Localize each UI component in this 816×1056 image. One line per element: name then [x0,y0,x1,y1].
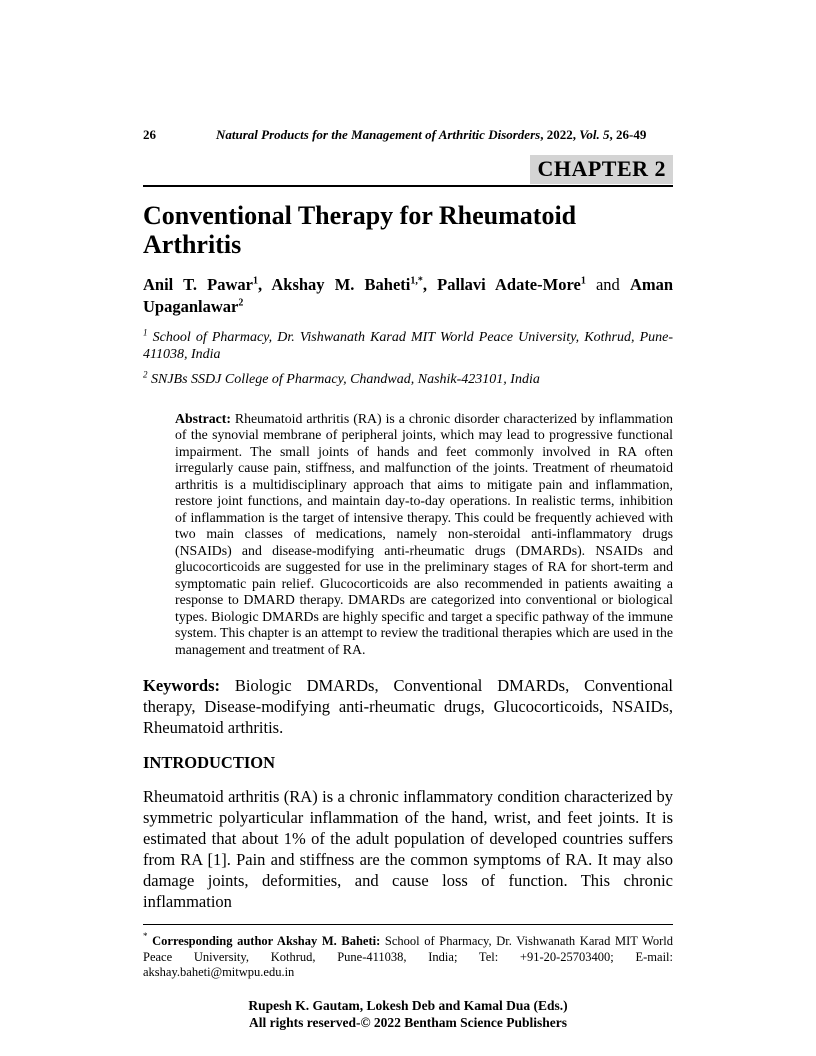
running-title: Natural Products for the Management of Arthritic Disorders, 2022, Vol. 5, 26-49 [216,127,647,142]
footnote-rule [143,924,673,925]
introduction-heading: INTRODUCTION [143,753,276,773]
affiliation-2-marker: 2 [143,368,148,379]
affiliation-1-marker: 1 [143,327,148,338]
chapter-row [143,155,673,184]
abstract [175,411,673,659]
author-3: Pallavi Adate-More$^1$ and [437,275,630,295]
author-1: Anil T. Pawar$^1$, [143,275,272,295]
affiliation-1: $^1$ School of Pharmacy, Dr. Vishwanath Karad MIT World Peace University, Kothrud, Pune-411038, India [143,327,673,363]
affiliation-2: $^2$ SNJBs SSDJ College of Pharmacy, Chandwad, Nashik-423101, India [143,368,540,387]
footnote-text: School of Pharmacy, Dr. Vishwanath Karad MIT World Peace University, Kothrud, Pune-411038, India; Tel: +91-20-25703400; E-mail: akshay.baheti@mitwpu.edu.in [143,933,673,980]
abstract-label: Abstract: [175,410,231,426]
page-number: 26 [143,127,156,142]
keywords-label: Keywords: [143,676,220,696]
keywords-text: Biologic DMARDs, Conventional DMARDs, Conventional therapy, Disease-modifying anti-rheumatic drugs, Glucocorticoids, NSAIDs, Rheumatoid arthritis. [143,676,673,738]
keywords [143,675,673,738]
footnote-label: Corresponding author Akshay M. Baheti: [147,933,381,948]
author-2-affil-marker: 1,* [410,275,423,287]
abstract-text: Rheumatoid arthritis (RA) is a chronic disorder characterized by inflammation of the synovial membrane of peripheral joints, which may lead to progressive functional impairment. The small joints of hands and feet commonly involved in RA often irregularly cause pain, stiffness, and malfunction of the joints. Treatment of rheumatoid arthritis is a multidisciplinary approach that aims to mitigate pain and inflammation, restore joint functions, and maintain day-to-day operations. In realistic terms, inhibition of inflammation is the target of intensive therapy. This could be frequently achieved with two main classes of medications, namely non-steroidal anti-inflammatory drugs (NSAIDs) and disease-modifying anti-rheumatic drugs (DMARDs). NSAIDs and glucocorticoids are suggested for use in the preliminary stages of RA for short-term and symptomatic pain relief. Glucocorticoids are also recommended in patients awaiting a response to DMARD therapy. DMARDs are categorized into conventional or biological types. Biologic DMARDs are highly specific and target a specific pathway of the immune system. This chapter is an attempt to review the traditional therapies which are used in the management and treatment of RA. [175,410,673,657]
author-3-affil-marker: 1 [580,275,586,287]
editors-line: Rupesh K. Gautam, Lokesh Deb and Kamal Dua (Eds.) [248,998,568,1014]
rights-line: All rights reserved-© 2022 Bentham Science Publishers [248,1015,568,1031]
author-2: Akshay M. Baheti$^{1,*}$, [271,275,438,295]
running-header [143,128,673,142]
footnote-marker: * [143,930,148,941]
page-title: Conventional Therapy for Rheumatoid Arthritis [143,201,577,259]
introduction-paragraph: Rheumatoid arthritis (RA) is a chronic inflammatory condition characterized by symmetric polyarticular inflammation of the hand, wrist, and feet joints. It is estimated that about 1% of the adult population of developed countries suffers from RA [1]. Pain and stiffness are the common symptoms of RA. It may also damage joints, deformities, and cause loss of function. This chronic inflammation [143,786,673,911]
affiliations [143,329,673,387]
author-4-affil-marker: 2 [238,297,244,309]
author-line [143,274,673,317]
author-1-affil-marker: 1 [252,275,258,287]
chapter-badge: CHAPTER 2 [530,155,673,184]
chapter-rule [143,185,673,187]
corresponding-author-footnote [143,931,673,981]
publisher-block [143,998,673,1032]
author-4: Aman Upaganlawar$^2$ [143,275,674,316]
